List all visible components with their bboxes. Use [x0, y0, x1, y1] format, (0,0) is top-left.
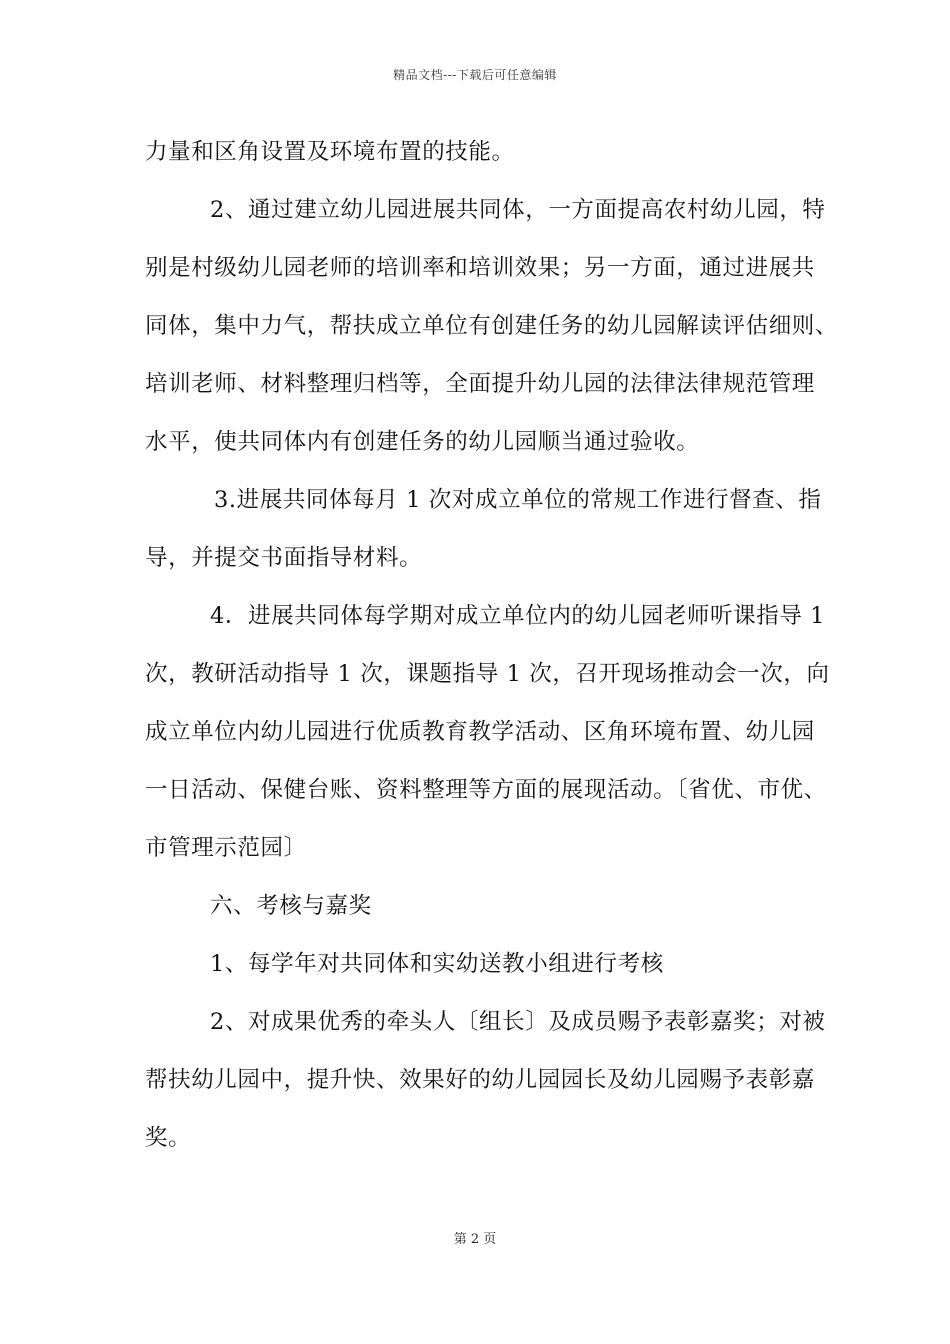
body-line: 别是村级幼儿园老师的培训率和培训效果；另一方面，通过进展共 [145, 255, 815, 281]
body-line: 力量和区角设置及环境布置的技能。 [145, 139, 515, 165]
body-line: 次，教研活动指导 1 次，课题指导 1 次，召开现场推动会一次，向 [145, 661, 830, 687]
page-header: 精品文档---下载后可任意编辑 [393, 68, 557, 82]
body-line: 成立单位内幼儿园进行优质教育教学活动、区角环境布置、幼儿园 [145, 719, 815, 745]
body-line: 市管理示范园〕 [145, 835, 307, 861]
body-line: 同体，集中力气，帮扶成立单位有创建任务的幼儿园解读评估细则、 [145, 313, 839, 339]
body-line: 2、通过建立幼儿园进展共同体，一方面提高农村幼儿园，特 [210, 197, 826, 223]
page-number: 第 2 页 [453, 1232, 497, 1247]
body-line: 1、每学年对共同体和实幼送教小组进行考核 [210, 951, 664, 977]
section-heading: 六、考核与嘉奖 [210, 893, 372, 919]
body-line: 2、对成果优秀的牵头人〔组长〕及成员赐予表彰嘉奖；对被 [210, 1009, 826, 1035]
body-line: 水平，使共同体内有创建任务的幼儿园顺当通过验收。 [145, 429, 700, 455]
body-line: 4．进展共同体每学期对成立单位内的幼儿园老师听课指导 1 [210, 603, 826, 629]
body-line: 导，并提交书面指导材料。 [145, 545, 423, 571]
body-line: 帮扶幼儿园中，提升快、效果好的幼儿园园长及幼儿园赐予表彰嘉 [145, 1067, 815, 1093]
body-line: 奖。 [145, 1125, 192, 1151]
body-line: 一日活动、保健台账、资料整理等方面的展现活动。〔省优、市优、 [145, 777, 827, 803]
body-line: 培训老师、材料整理归档等，全面提升幼儿园的法律法律规范管理 [145, 371, 815, 397]
body-line: 3.进展共同体每月 1 次对成立单位的常规工作进行督查、指 [214, 487, 822, 513]
